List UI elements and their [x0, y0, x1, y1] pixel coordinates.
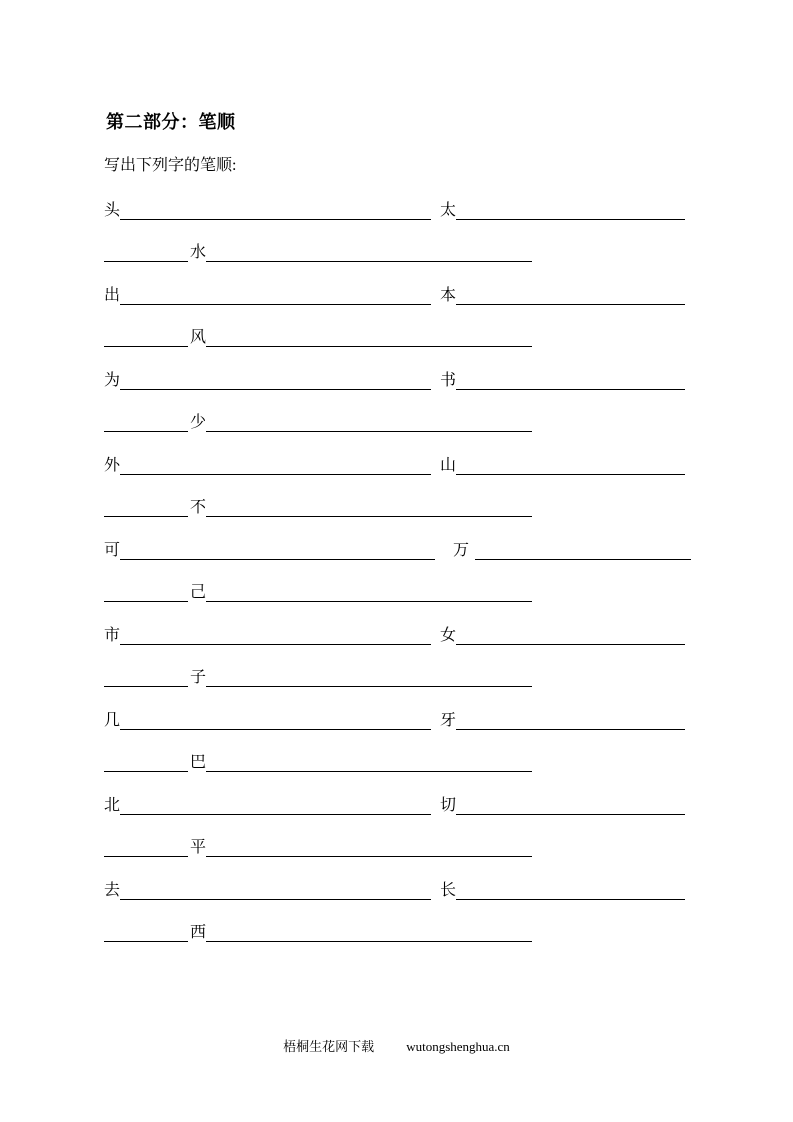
character-prompt: 长 — [440, 881, 457, 899]
stroke-order-row — [104, 390, 704, 433]
answer-blank-line — [104, 752, 188, 772]
answer-blank-line — [456, 710, 685, 730]
answer-blank-line — [120, 285, 431, 305]
answer-blank-line — [120, 795, 431, 815]
character-prompt: 太 — [440, 201, 457, 219]
character-prompt: 少 — [190, 414, 207, 431]
character-prompt: 出 — [104, 286, 121, 304]
stroke-order-row — [104, 347, 704, 390]
stroke-order-row — [104, 475, 704, 518]
character-prompt: 本 — [440, 286, 457, 304]
answer-blank-line — [206, 837, 532, 857]
character-prompt: 几 — [104, 711, 121, 729]
character-prompt: 书 — [440, 371, 457, 389]
answer-blank-line — [456, 370, 685, 390]
answer-blank-line — [104, 837, 188, 857]
instruction-text: 写出下列字的笔顺: — [104, 157, 237, 174]
answer-blank-line — [456, 625, 685, 645]
answer-blank-line — [104, 327, 188, 347]
character-prompt: 子 — [190, 669, 207, 686]
stroke-order-row — [104, 645, 704, 688]
section-title: 第二部分：笔顺 — [106, 112, 236, 132]
character-prompt: 山 — [440, 456, 457, 474]
character-prompt: 牙 — [440, 711, 457, 729]
answer-blank-line — [104, 582, 188, 602]
character-prompt: 巴 — [190, 754, 207, 771]
stroke-order-row — [104, 432, 704, 475]
character-prompt: 去 — [104, 881, 121, 899]
answer-blank-line — [206, 327, 532, 347]
answer-blank-line — [104, 412, 188, 432]
character-prompt: 风 — [190, 329, 207, 346]
answer-blank-line — [104, 667, 188, 687]
stroke-order-row — [104, 220, 704, 263]
answer-blank-line — [120, 455, 431, 475]
character-prompt: 女 — [440, 626, 457, 644]
answer-blank-line — [120, 370, 431, 390]
character-prompt: 头 — [104, 201, 121, 219]
page-footer — [0, 1036, 793, 1055]
answer-blank-line — [456, 880, 685, 900]
character-prompt: 切 — [440, 796, 457, 814]
footer-site-url: wutongshenghua.cn — [406, 1039, 510, 1054]
answer-blank-line — [206, 497, 532, 517]
answer-blank-line — [206, 582, 532, 602]
answer-blank-line — [456, 285, 685, 305]
answer-blank-line — [120, 200, 431, 220]
answer-blank-line — [475, 540, 691, 560]
answer-blank-line — [120, 625, 431, 645]
stroke-order-row — [104, 177, 704, 220]
answer-blank-line — [206, 922, 532, 942]
character-prompt: 西 — [190, 924, 207, 941]
character-prompt: 外 — [104, 456, 121, 474]
answer-blank-line — [104, 242, 188, 262]
stroke-order-row — [104, 517, 704, 560]
stroke-order-row — [104, 815, 704, 858]
answer-blank-line — [456, 200, 685, 220]
stroke-order-rows — [104, 177, 704, 942]
answer-blank-line — [104, 922, 188, 942]
stroke-order-row — [104, 730, 704, 773]
footer-site-name: 梧桐生花网下载 — [283, 1039, 375, 1054]
stroke-order-row — [104, 687, 704, 730]
stroke-order-row — [104, 900, 704, 943]
stroke-order-row — [104, 305, 704, 348]
character-prompt: 不 — [190, 499, 207, 516]
character-prompt: 万 — [453, 541, 470, 559]
stroke-order-row — [104, 772, 704, 815]
answer-blank-line — [456, 795, 685, 815]
stroke-order-row — [104, 602, 704, 645]
character-prompt: 北 — [104, 796, 121, 814]
character-prompt: 为 — [104, 371, 121, 389]
character-prompt: 水 — [190, 244, 207, 261]
answer-blank-line — [206, 242, 532, 262]
stroke-order-row — [104, 262, 704, 305]
answer-blank-line — [104, 497, 188, 517]
answer-blank-line — [456, 455, 685, 475]
answer-blank-line — [206, 752, 532, 772]
answer-blank-line — [206, 667, 532, 687]
answer-blank-line — [120, 710, 431, 730]
stroke-order-row — [104, 560, 704, 603]
character-prompt: 市 — [104, 626, 121, 644]
answer-blank-line — [120, 540, 435, 560]
answer-blank-line — [206, 412, 532, 432]
character-prompt: 平 — [190, 839, 207, 856]
character-prompt: 可 — [104, 541, 121, 559]
character-prompt: 己 — [190, 584, 207, 601]
stroke-order-row — [104, 857, 704, 900]
answer-blank-line — [120, 880, 431, 900]
